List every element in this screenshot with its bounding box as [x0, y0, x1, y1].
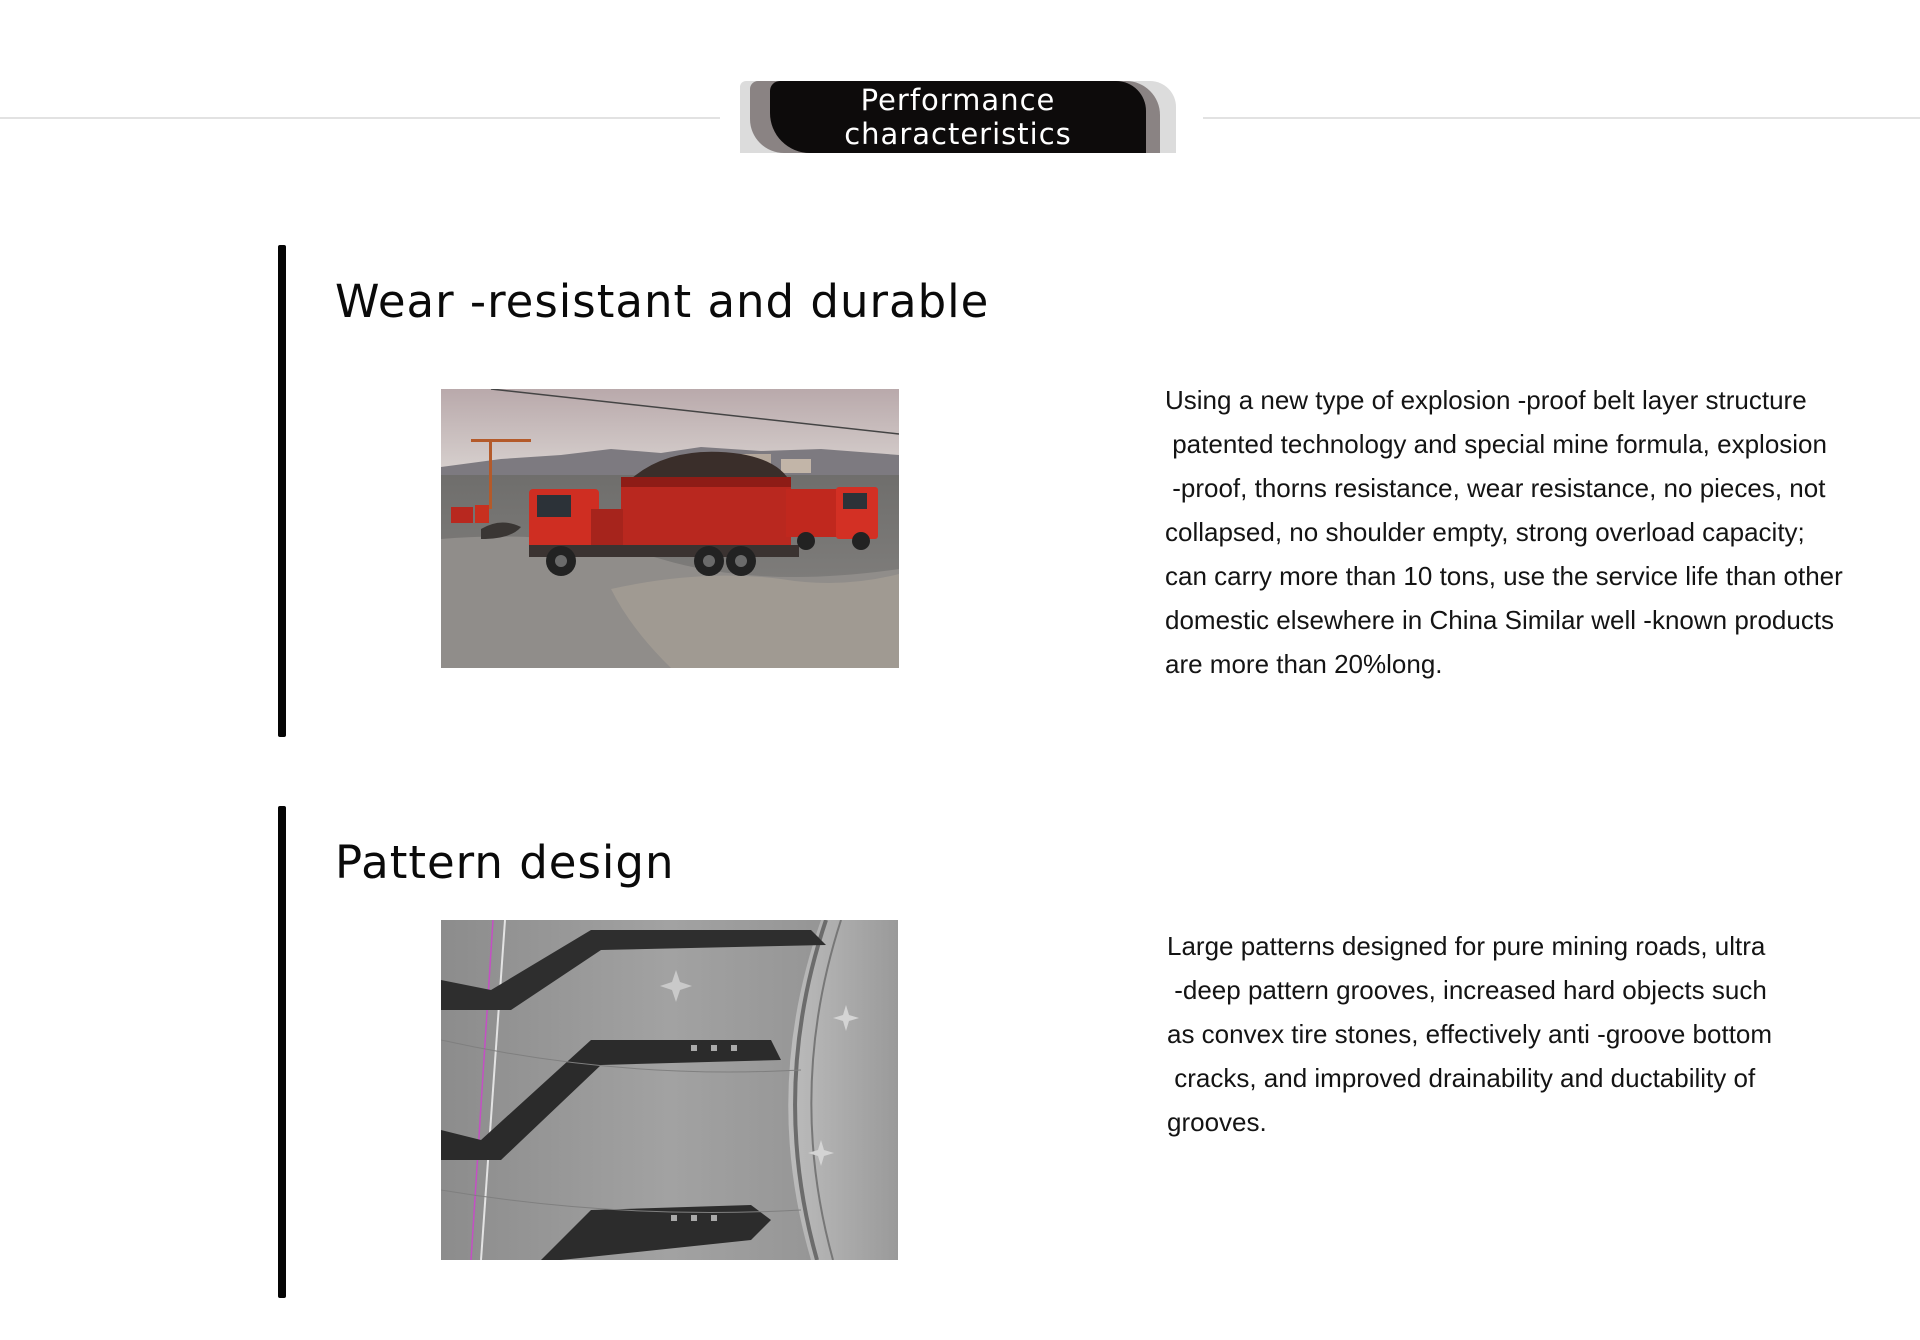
section-heading-banner: [740, 81, 1176, 153]
banner-title-line-1: Performance: [860, 83, 1056, 117]
feature-section-pattern-design: [278, 806, 1878, 1301]
dump-truck-photo: [441, 389, 899, 668]
banner-title-line-2: characteristics: [844, 117, 1072, 151]
header-divider-left: [0, 117, 720, 119]
section-title: Wear -resistant and durable: [335, 275, 990, 328]
section-description: Using a new type of explosion -proof belt layer structure patented technology and special mine formula, explosion -proof, thorns resistance, wear resistance, no pieces, not collapsed, no shoulder empty, strong overload capacity; can carry more than 10 tons, use the service life than other domestic elsewhere in China Similar well -known products are more than 20%long.: [1165, 385, 1843, 679]
header-divider-right: [1203, 117, 1920, 119]
tire-tread-photo: [441, 920, 898, 1260]
section-title: Pattern design: [335, 836, 675, 889]
banner-title: [770, 81, 1146, 153]
section-accent-bar: [278, 245, 286, 737]
feature-section-wear-resistant: [278, 245, 1878, 740]
section-accent-bar: [278, 806, 286, 1298]
section-description: Large patterns designed for pure mining roads, ultra -deep pattern grooves, increased hard objects such as convex tire stones, effectively anti -groove bottom cracks, and improved drainability and ductability of grooves.: [1167, 931, 1773, 1137]
